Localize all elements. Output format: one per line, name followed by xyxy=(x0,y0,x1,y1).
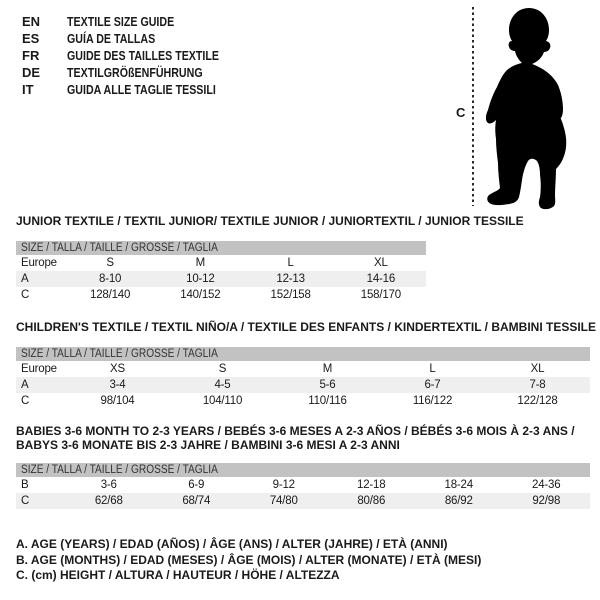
size-cell: XL xyxy=(530,363,545,375)
size-cell: 9-12 xyxy=(272,479,295,491)
height-label-c: C xyxy=(456,105,466,120)
size-cell: 3-6 xyxy=(100,479,117,491)
language-header xyxy=(22,13,252,98)
size-cell: 92/98 xyxy=(532,495,561,507)
guide-title: GUÍA DE TALLAS xyxy=(67,31,156,46)
toddler-silhouette-icon xyxy=(484,6,596,212)
row-label: C xyxy=(21,395,30,407)
childrens-size-table xyxy=(16,347,590,409)
size-cell: 7-8 xyxy=(529,379,546,391)
note-c: C. (cm) HEIGHT / ALTURA / HAUTEUR / HÖHE / ALTEZZA xyxy=(16,568,340,582)
size-cell: 104/110 xyxy=(202,395,243,407)
section-title: CHILDREN'S TEXTILE / TEXTIL NIÑO/A / TEXTILE DES ENFANTS / KINDERTEXTIL / BAMBINI TESSILE xyxy=(16,320,597,334)
row-label: C xyxy=(21,289,30,301)
section-title: JUNIOR TEXTILE / TEXTIL JUNIOR/ TEXTILE JUNIOR / JUNIORTEXTIL / JUNIOR TESSILE xyxy=(16,214,524,228)
size-cell: 140/152 xyxy=(180,289,221,301)
size-cell: 6-9 xyxy=(188,479,205,491)
table-row xyxy=(16,393,590,409)
row-label: Europe xyxy=(21,257,57,269)
height-measure-dashed-line xyxy=(472,7,474,206)
guide-title: TEXTILGRÖßENFÜHRUNG xyxy=(67,65,203,80)
size-cell: 74/80 xyxy=(269,495,298,507)
language-line-fr xyxy=(22,47,252,64)
language-line-es xyxy=(22,30,252,47)
size-cell: M xyxy=(322,363,333,375)
table-row xyxy=(16,361,590,377)
language-code: ES xyxy=(22,31,40,46)
row-label: C xyxy=(21,495,30,507)
size-cell: 110/116 xyxy=(308,395,347,407)
size-cell: L xyxy=(429,363,436,375)
size-cell: 12-13 xyxy=(276,273,305,285)
size-cell: M xyxy=(195,257,206,269)
size-cell: 10-12 xyxy=(186,273,215,285)
size-cell: 68/74 xyxy=(182,495,211,507)
size-cell: XL xyxy=(374,257,388,269)
size-cell: 158/170 xyxy=(360,289,401,301)
table-row xyxy=(16,493,590,509)
language-line-de xyxy=(22,64,252,81)
section-title-line2: BABYS 3-6 MONATE BIS 2-3 JAHRE / BAMBINI 3-6 MESI A 2-3 ANNI xyxy=(16,438,400,452)
size-cell: 6-7 xyxy=(424,379,441,391)
row-label: A xyxy=(21,273,29,285)
size-cell: 14-16 xyxy=(366,273,396,285)
language-code: IT xyxy=(22,82,34,97)
language-line-it xyxy=(22,81,252,98)
language-line-en xyxy=(22,13,252,30)
babies-size-table xyxy=(16,463,590,509)
legend-notes xyxy=(16,537,481,584)
table-row xyxy=(16,255,426,271)
table-row xyxy=(16,287,426,303)
size-cell: S xyxy=(218,363,227,375)
note-b: B. AGE (MONTHS) / EDAD (MESES) / ÂGE (MOIS) / ALTER (MONATE) / ETÀ (MESI) xyxy=(16,552,482,567)
language-code: DE xyxy=(22,65,41,80)
size-cell: 80/86 xyxy=(357,495,386,507)
size-header-bar: SIZE / TALLA / TAILLE / GRÖSSE / TAGLIA xyxy=(16,463,590,477)
row-label: B xyxy=(21,479,29,491)
section-title-line1: BABIES 3-6 MONTH TO 2-3 YEARS / BEBÉS 3-6 MESES A 2-3 AÑOS / BÉBÉS 3-6 MOIS À 2-3 ANS / xyxy=(16,424,575,438)
size-cell: 122/128 xyxy=(517,395,558,407)
size-cell: 18-24 xyxy=(444,479,473,491)
table-row xyxy=(16,477,590,493)
size-cell: XS xyxy=(110,363,125,375)
size-cell: 12-18 xyxy=(357,479,386,491)
size-cell: 8-10 xyxy=(99,273,122,285)
row-label: A xyxy=(21,379,29,391)
size-cell: S xyxy=(106,257,114,269)
size-cell: 3-4 xyxy=(109,379,126,391)
childrens-textile-section xyxy=(16,320,597,409)
junior-textile-section xyxy=(16,214,524,303)
size-cell: 152/158 xyxy=(270,289,311,301)
guide-title: GUIDA ALLE TAGLIE TESSILI xyxy=(67,82,216,97)
junior-size-table xyxy=(16,241,426,303)
size-cell: 62/68 xyxy=(94,495,123,507)
language-code: EN xyxy=(22,14,41,29)
language-code: FR xyxy=(22,48,40,63)
size-cell: 24-36 xyxy=(532,479,561,491)
note-a: A. AGE (YEARS) / EDAD (AÑOS) / ÂGE (ANS) / ALTER (JAHRE) / ETÀ (ANNI) xyxy=(16,537,448,551)
size-cell: 86/92 xyxy=(444,495,473,507)
table-row xyxy=(16,271,426,287)
size-cell: 98/104 xyxy=(100,395,135,407)
babies-textile-section xyxy=(16,424,590,509)
size-cell: 128/140 xyxy=(90,289,131,301)
row-label: Europe xyxy=(21,363,57,375)
size-cell: 5-6 xyxy=(319,379,336,391)
table-row xyxy=(16,377,590,393)
size-cell: 4-5 xyxy=(214,379,231,391)
size-cell: 116/122 xyxy=(412,395,453,407)
guide-title: TEXTILE SIZE GUIDE xyxy=(67,14,175,29)
guide-title: GUIDE DES TAILLES TEXTILE xyxy=(67,48,220,63)
size-cell: L xyxy=(287,257,294,269)
size-header-bar: SIZE / TALLA / TAILLE / GRÖSSE / TAGLIA xyxy=(16,347,590,361)
size-header-bar: SIZE / TALLA / TAILLE / GRÖSSE / TAGLIA xyxy=(16,241,426,255)
